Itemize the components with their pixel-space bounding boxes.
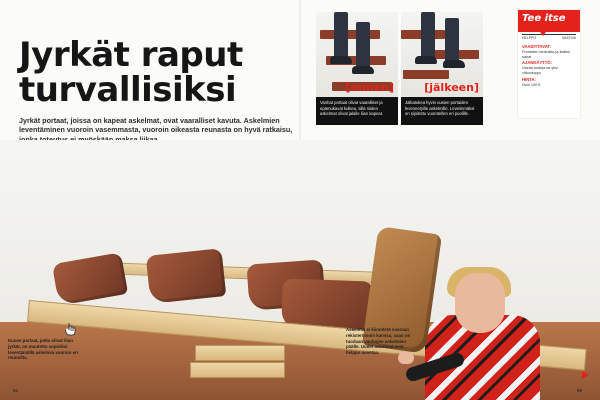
tee-item-price	[522, 78, 576, 88]
scale-label-easy: HELPPO	[522, 36, 537, 40]
before-caption: Vanhat portaat olivat vaaralliset ja epämukavat kulkea, sillä niiden askelmat olivat jalalle liian kapeat.	[316, 97, 398, 125]
article-lead: Jyrkät portaat, joissa on kapeat askelmat, ovat vaaralliset kavuta. Askelmien leventäminen vuoroin vasemmasta, vuoroin oikeasta reunasta on hyvä ratkaisu,	[19, 116, 293, 135]
tee-itse-box	[518, 10, 580, 118]
shoe	[415, 56, 437, 64]
after-photo	[401, 12, 483, 97]
shoe	[352, 66, 374, 74]
scale-label-hard: VAATIVA	[561, 36, 576, 40]
tee-item-label: VAADITTAVAT:	[522, 44, 551, 49]
photo-caption: Askelmia ei kiinnitetä suoraan rekisteröinnin kanssa, vaan ne tuodaan vanhojen askelmien päälle. Uudet askelmat ovat helppo asentaa.	[346, 327, 410, 356]
difficulty-scale	[522, 34, 576, 43]
corner-note: Kuvan portaat, jotka olivat liian jyrkät, on muutettu sopiviksi leventämällä askelmia vuoroin eri reunoilta.	[8, 338, 79, 361]
shoe	[443, 60, 465, 68]
tee-item-time	[522, 61, 576, 75]
before-photo	[316, 12, 398, 97]
after-stamp: [jälkeen]	[424, 81, 479, 94]
before-stamp: [ennen]	[345, 81, 394, 94]
leg	[445, 18, 459, 66]
tee-item-label: AJANKÄYTTÖ:	[522, 60, 553, 66]
tee-item-tools	[522, 45, 576, 59]
main-photo	[0, 140, 600, 400]
page-number-right: 95	[577, 388, 583, 393]
stair-tread	[403, 70, 449, 79]
tee-item-label: HINTA:	[522, 76, 536, 82]
person-face	[455, 273, 505, 333]
after-caption: Jalkatukea hyvin uusien portaiden levennetyille askelmille. Leveimmäksi on sijoitettu vuorotellen eri puolille.	[401, 97, 483, 125]
leg	[421, 12, 435, 60]
leg	[334, 12, 348, 60]
tee-itse-heading: Tee itse	[518, 10, 580, 32]
stair-tread	[320, 30, 380, 39]
article-title	[19, 35, 243, 110]
loose-plank	[190, 362, 285, 378]
difficulty-marker-icon	[540, 32, 546, 36]
article-title-line-2: turvallisiksi	[19, 70, 237, 110]
tee-item-text: Porrasten lankuista ja lisäksi sahat	[522, 49, 570, 59]
shoe	[330, 56, 352, 64]
hand-cursor-icon	[65, 322, 77, 336]
page-number-left: 94	[13, 388, 19, 393]
next-page-arrow-icon[interactable]	[582, 371, 589, 379]
article-title-line-1: Jyrkät raput	[19, 35, 243, 75]
stair-tread-piece	[146, 248, 227, 304]
tee-item-text: Noin 100 €	[522, 82, 541, 87]
tee-item-text: Useita tunteja tai yksi viikonloppu	[522, 66, 558, 75]
leg	[356, 22, 370, 70]
loose-plank	[195, 345, 285, 361]
